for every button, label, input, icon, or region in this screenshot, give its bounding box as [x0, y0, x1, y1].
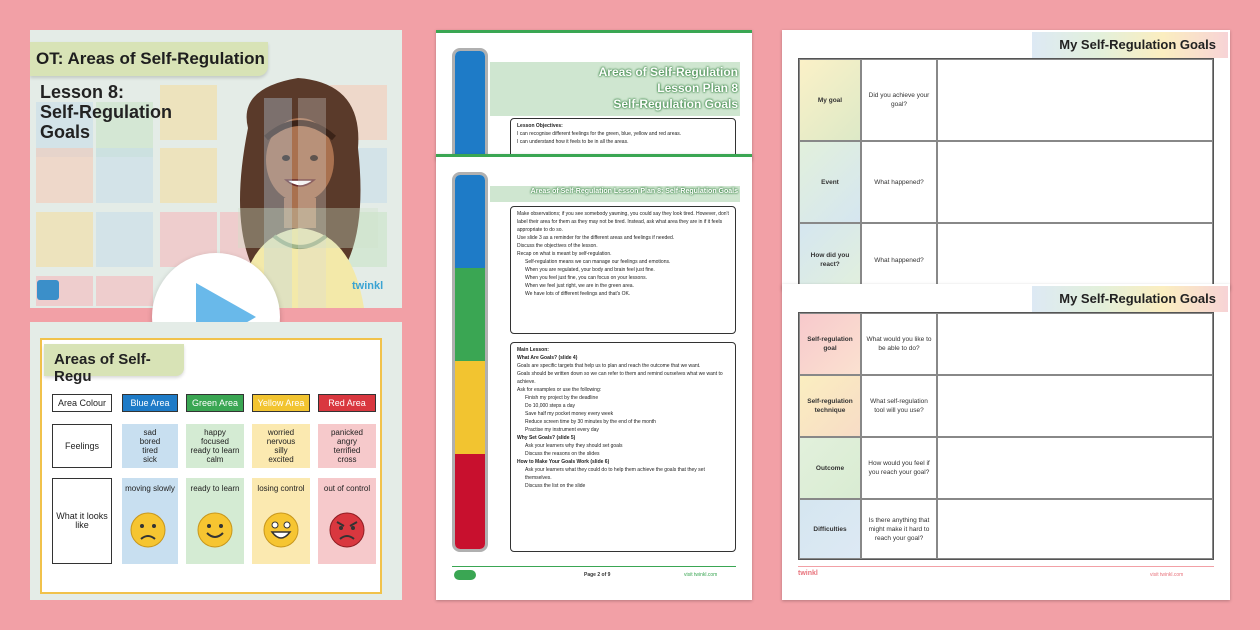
- areas-title: Areas of Self-Regu: [44, 344, 184, 376]
- row-label: Self-regulation goal: [799, 313, 861, 375]
- main-line: Discuss the reasons on the slides: [525, 451, 600, 457]
- answer-field[interactable]: [937, 499, 1213, 559]
- green-area-header: Green Area: [186, 394, 244, 412]
- feeling: happy: [204, 428, 226, 437]
- goals-table: [798, 312, 1214, 560]
- row-label: Event: [799, 141, 861, 223]
- footer-url: visit twinkl.com: [684, 572, 718, 578]
- areas-slide[interactable]: [30, 322, 402, 600]
- feeling: focused: [200, 437, 230, 446]
- feeling: tired: [142, 446, 158, 455]
- feeling: excited: [268, 455, 294, 464]
- goals-sheet-2[interactable]: [782, 284, 1230, 600]
- slide-title: OT: Areas of Self-Regulation: [30, 42, 268, 76]
- yellow-feelings: [252, 424, 310, 468]
- feeling: bored: [139, 437, 161, 446]
- feeling: sick: [143, 455, 157, 464]
- sheet-title: My Self-Regulation Goals: [1059, 291, 1216, 306]
- sad-face-icon: [130, 512, 166, 548]
- row-label: Self-regulation technique: [799, 375, 861, 437]
- answer-field[interactable]: [937, 223, 1213, 290]
- main-line: Reduce screen time by 30 minutes by the end of the month: [525, 419, 656, 425]
- feeling: angry: [336, 437, 357, 446]
- main-lesson-label: Main Lesson:: [517, 347, 549, 353]
- blue-area-header: Blue Area: [122, 394, 178, 412]
- intro-line: Self-regulation means we can manage our feelings and emotions.: [525, 259, 671, 265]
- answer-field[interactable]: [937, 375, 1213, 437]
- main-lesson-box: [510, 342, 736, 552]
- intro-line: Discuss the objectives of the lesson.: [517, 243, 598, 249]
- main-line: Practise my instrument every day: [525, 427, 599, 433]
- answer-field[interactable]: [937, 141, 1213, 223]
- plan-title-1: Areas of Self-Regulation: [598, 65, 738, 79]
- answer-field[interactable]: [937, 313, 1213, 375]
- page-header: Areas of Self-Regulation Lesson Plan 8: Self-Regulation Goals: [530, 188, 738, 195]
- main-line: Finish my project by the deadline: [525, 395, 599, 401]
- answer-field[interactable]: [937, 437, 1213, 499]
- area-colour-bar: [452, 48, 488, 160]
- main-line: Do 10,000 steps a day: [525, 403, 576, 409]
- feeling: ready to learn: [190, 446, 240, 455]
- main-line: Save half my pocket money every week: [525, 411, 614, 417]
- publisher-logo: [37, 280, 59, 300]
- intro-line: When we feel just right, we are in the green area.: [525, 283, 634, 289]
- intro-line: Make observations; if you see somebody yawning, you could say they look tired. However, don't label their area for them as they may not be tired. Instead, ask what area they are in if it feels appropriate to do so.: [517, 211, 729, 233]
- intro-line: When you feel just fine, you can focus on your lessons.: [525, 275, 648, 281]
- row-question: What self-regulation tool will you use?: [861, 375, 937, 437]
- intro-line: We have lots of different feelings and that's OK.: [525, 291, 631, 297]
- area-colour-bar: [452, 172, 488, 552]
- sheet-title: My Self-Regulation Goals: [1059, 37, 1216, 52]
- feeling: panicked: [330, 428, 364, 437]
- row-label-area-colour: Area Colour: [52, 394, 112, 412]
- main-line: Ask your learners what they could do to help them achieve the goals that they set themselves.: [525, 467, 705, 481]
- goals-sheet-1[interactable]: [782, 30, 1230, 290]
- row-question: Is there anything that might make it hard to reach your goal?: [861, 499, 937, 559]
- feeling: silly: [274, 446, 288, 455]
- intro-line: Recap on what is meant by self-regulation.: [517, 251, 612, 257]
- row-label: How did you react?: [799, 223, 861, 290]
- lesson-line-1: Lesson 8:: [40, 82, 125, 102]
- plan-title-3: Self-Regulation Goals: [613, 97, 738, 111]
- row-question: How would you feel if you reach your goal?: [861, 437, 937, 499]
- objective: I can understand how it feels to be in all the areas.: [517, 139, 629, 145]
- row-label: Difficulties: [799, 499, 861, 559]
- row-question: What would you like to be able to do?: [861, 313, 937, 375]
- row-question: Did you achieve your goal?: [861, 59, 937, 141]
- looks-label: out of control: [323, 484, 371, 493]
- main-line: Goals are specific targets that help us to plan and reach the outcome that we want.: [517, 363, 701, 369]
- lesson-title: [40, 82, 210, 142]
- twinkl-logo: twinkl: [798, 570, 818, 577]
- angry-face-icon: [329, 512, 365, 548]
- feeling: nervous: [266, 437, 296, 446]
- feeling: worried: [267, 428, 295, 437]
- section-heading: What Are Goals? (slide 4): [517, 355, 578, 361]
- lesson-plan-page-1[interactable]: [436, 30, 752, 160]
- main-line: Goals should be written down so we can refer to them and remind ourselves what we want to achieve.: [517, 371, 723, 385]
- goals-table: [798, 58, 1214, 290]
- lesson-plan-page-2[interactable]: [436, 154, 752, 600]
- intro-line: Use slide 3 as a reminder for the different areas and feelings if needed.: [517, 235, 675, 241]
- main-line: Ask for examples or use the following:: [517, 387, 602, 393]
- looks-label: losing control: [257, 484, 305, 493]
- row-label-looks: What it looks like: [52, 478, 112, 564]
- intro-box: [510, 206, 736, 334]
- lesson-line-3: Goals: [40, 122, 91, 142]
- main-line: Ask your learners why they should set goals: [525, 443, 623, 449]
- intro-line: When you are regulated, your body and brain feel just fine.: [525, 267, 655, 273]
- feeling: terrified: [333, 446, 361, 455]
- twinkl-logo: [454, 570, 476, 580]
- looks-label: ready to learn: [190, 484, 240, 493]
- happy-face-icon: [197, 512, 233, 548]
- feeling: calm: [206, 455, 224, 464]
- yellow-area-header: Yellow Area: [252, 394, 310, 412]
- page-number: Page 2 of 9: [584, 572, 611, 578]
- section-heading: How to Make Your Goals Work (slide 6): [517, 459, 610, 465]
- feeling: sad: [143, 428, 157, 437]
- red-area-header: Red Area: [318, 394, 376, 412]
- footer-url: visit twinkl.com: [1150, 572, 1184, 578]
- twinkl-logo: twinkl: [352, 280, 384, 292]
- looks-label: moving slowly: [125, 484, 175, 493]
- lesson-line-2: Self-Regulation: [40, 102, 173, 122]
- row-label: Outcome: [799, 437, 861, 499]
- row-question: What happened?: [861, 223, 937, 290]
- row-label-feelings: Feelings: [52, 424, 112, 468]
- blue-feelings: [122, 424, 178, 468]
- objective: I can recognise different feelings for the green, blue, yellow and red areas.: [517, 131, 682, 137]
- green-feelings: [186, 424, 244, 468]
- answer-field[interactable]: [937, 59, 1213, 141]
- row-question: What happened?: [861, 141, 937, 223]
- objectives-label: Lesson Objectives:: [517, 123, 563, 129]
- feeling: cross: [337, 455, 357, 464]
- section-heading: Why Set Goals? (slide 5): [517, 435, 576, 441]
- row-label: My goal: [799, 59, 861, 141]
- main-line: Discuss the list on the slide: [525, 483, 586, 489]
- excited-face-icon: [263, 512, 299, 548]
- plan-title-2: Lesson Plan 8: [657, 81, 738, 95]
- red-feelings: [318, 424, 376, 468]
